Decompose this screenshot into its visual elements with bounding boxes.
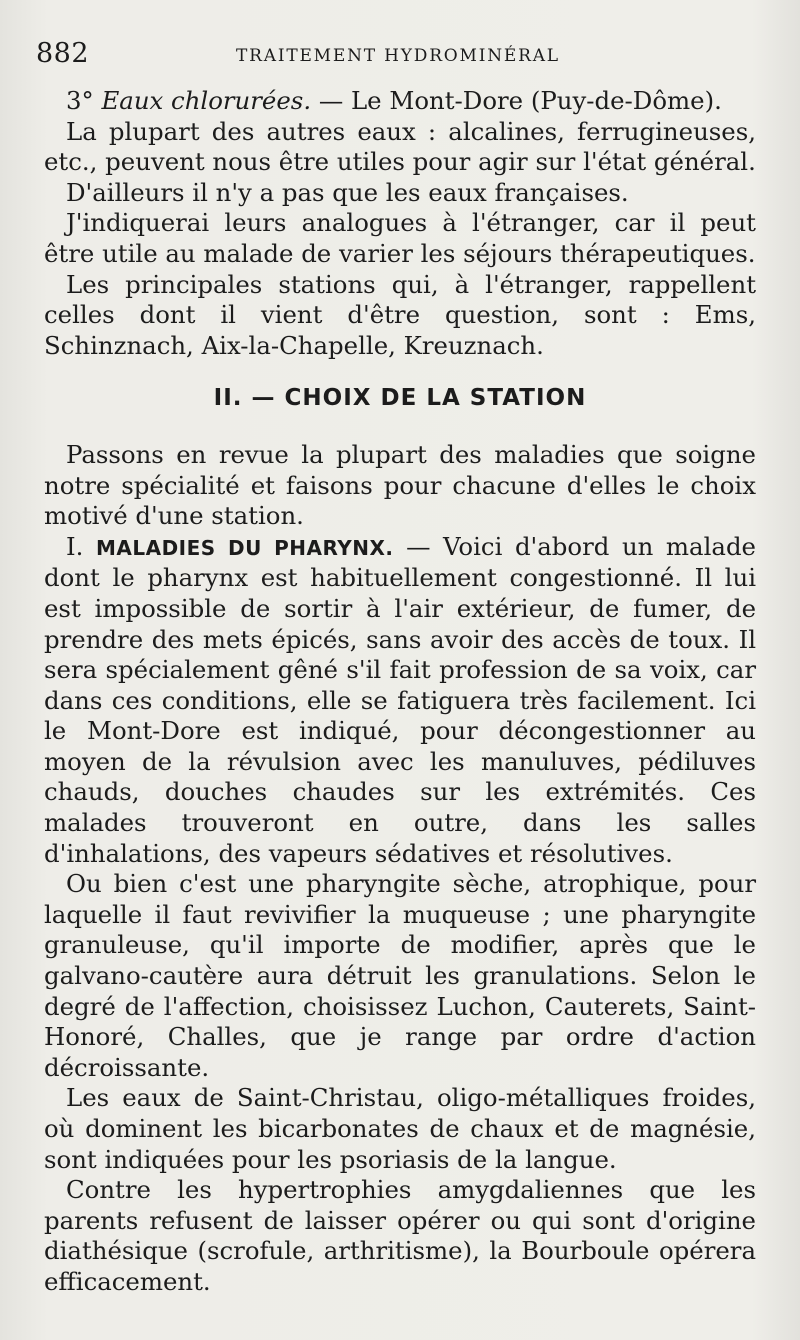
subsection-text: — Voici d'abord un malade dont le pharynx est habituellement congestionné. Il lui est impossible de sortir à l'air extérieur, de fumer, de prendre des mets épicés, sans avoir des accès de toux. Il sera spécialement gêné s'il fait profession de sa voix, car dans ces conditions, elle se fatiguera très facilement. Ici le Mont-Dore est indiqué, pour décongestionner au moyen de la révulsion avec les manuluves, pédiluves chauds, douches chaudes sur les extrémités. Ces malades trouveront en outre, dans les salles d'inhalations, des vapeurs sédatives et résolutives. xyxy=(44,531,756,868)
section-heading: II. — CHOIX DE LA STATION xyxy=(213,385,587,412)
paragraph: Contre les hypertrophies amygdaliennes que les parents refusent de laisser opérer ou qui sont d'origine diathésique (scrofule, arthritisme), la Bourboule opérera efficacement. xyxy=(44,1175,756,1296)
paragraph: Les eaux de Saint-Christau, oligo-métalliques froides, où dominent les bicarbonates de chaux et de magnésie, sont indiquées pour les psoriasis de la langue. xyxy=(44,1083,756,1174)
subsection-title: MALADIES DU PHARYNX. xyxy=(95,535,394,560)
paragraph: D'ailleurs il n'y a pas que les eaux françaises. xyxy=(66,177,629,207)
subsection-paragraph xyxy=(44,532,756,870)
item-title: Eaux chlorurées. xyxy=(101,86,312,115)
paragraph-item-3 xyxy=(44,86,756,117)
page-header xyxy=(36,38,760,72)
paragraph: Ou bien c'est une pharyngite sèche, atrophique, pour laquelle il faut revivifier la muqueuse ; une pharyngite granuleuse, qu'il importe de modifier, après que le galvano-cautère aura détruit les granulations. Selon le degré de l'affection, choisissez Luchon, Cauterets, Saint-Honoré, Challes, que je range par ordre d'action décroissante. xyxy=(44,869,756,1082)
paragraph: Passons en revue la plupart des maladies que soigne notre spécialité et faisons pour chacune d'elles le choix motivé d'une station. xyxy=(44,439,756,531)
page-body xyxy=(44,86,756,1298)
paragraph: La plupart des autres eaux : alcalines, ferrugineuses, etc., peuvent nous être utiles pour agir sur l'état général. xyxy=(44,116,756,177)
item-number: 3° xyxy=(66,86,94,115)
paragraph: Les principales stations qui, à l'étranger, rappellent celles dont il vient d'être question, sont : Ems, Schinznach, Aix-la-Chapelle, Kreuznach. xyxy=(44,269,756,360)
paragraph: J'indiquerai leurs analogues à l'étranger, car il peut être utile au malade de varier les séjours thérapeutiques. xyxy=(44,208,756,268)
running-title: TRAITEMENT HYDROMINÉRAL xyxy=(236,46,560,66)
subsection-number: I. xyxy=(66,531,84,561)
page-number: 882 xyxy=(36,38,90,69)
item-text: — Le Mont-Dore (Puy-de-Dôme). xyxy=(311,86,722,115)
